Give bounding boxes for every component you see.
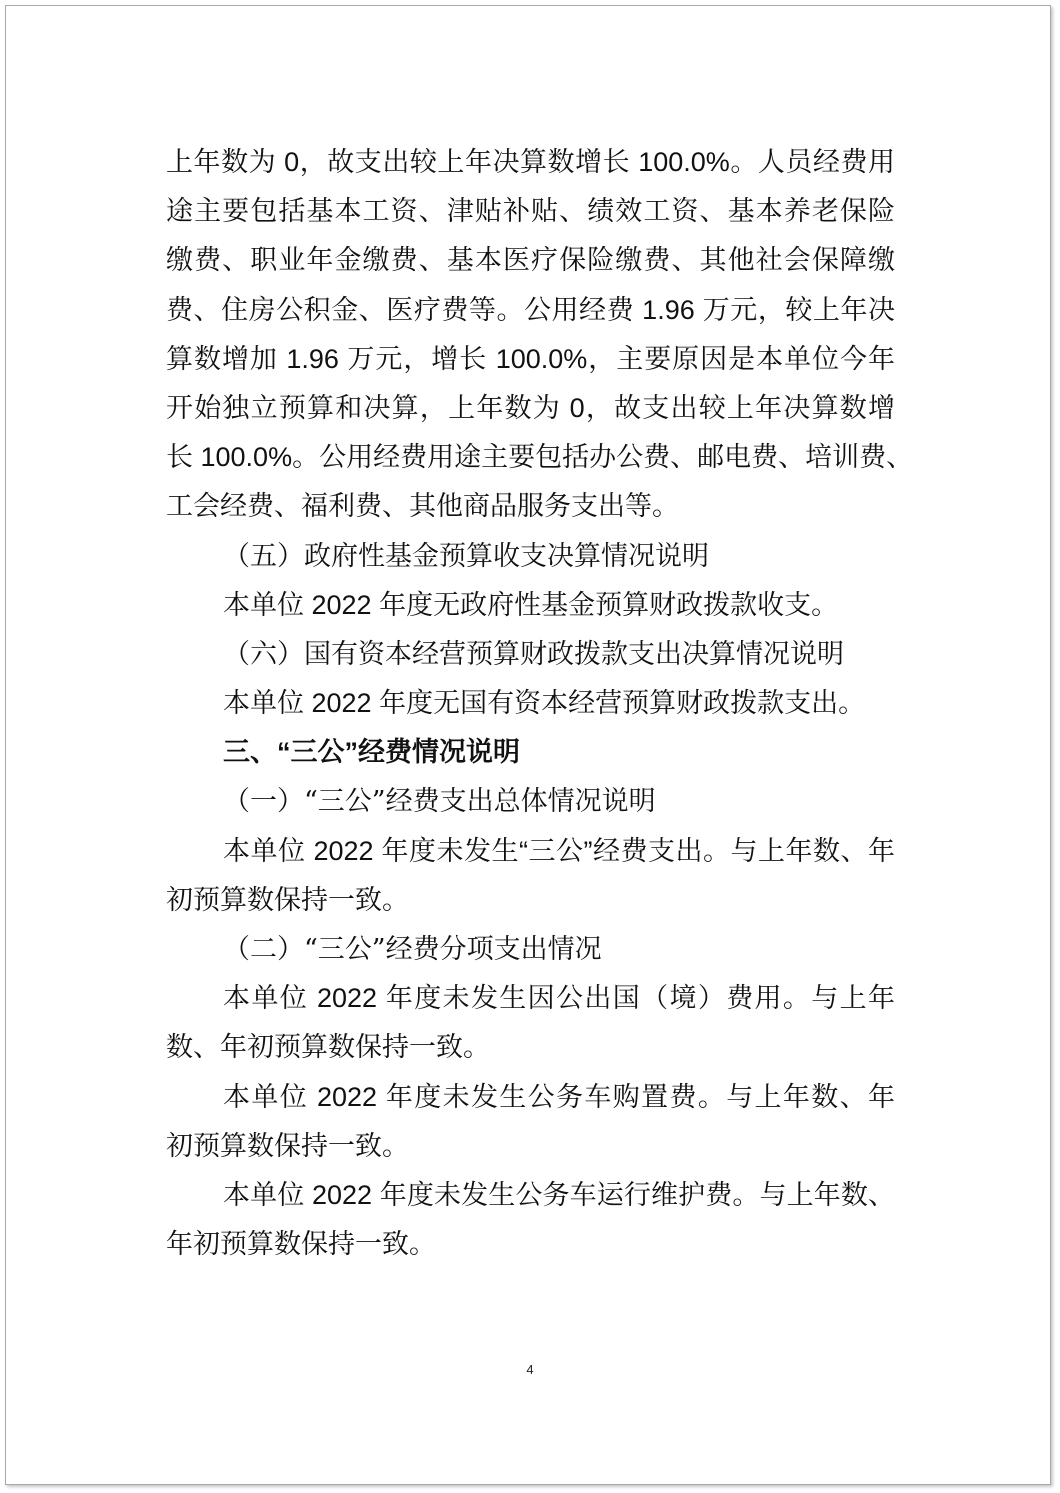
text-line: 本单位 2022 年度无国有资本经营预算财政拨款支出。 [223, 688, 866, 719]
text-line: 开始独立预算和决算，上年数为 0，故支出较上年决算数增 [166, 392, 895, 423]
paragraph-expenditure-continuation [166, 138, 914, 532]
text-line: 工会经费、福利费、其他商品服务支出等。 [166, 491, 679, 522]
section-heading: 三、“三公”经费情况说明 [223, 737, 520, 768]
text-line: 本单位 2022 年度未发生“三公”经费支出。与上年数、年 [223, 835, 895, 866]
section-three-title [166, 728, 895, 777]
paragraph-vehicle-operation [166, 1171, 895, 1269]
text-line: 本单位 2022 年度未发生公务车运行维护费。与上年数、 [223, 1179, 895, 1210]
heading-state-capital [166, 630, 895, 679]
text-line: 年初预算数保持一致。 [166, 1229, 436, 1260]
paragraph-government-fund [166, 581, 895, 630]
text-line: 缴费、职业年金缴费、基本医疗保险缴费、其他社会保障缴 [166, 245, 895, 276]
subsection-heading: （六）国有资本经营预算财政拨款支出决算情况说明 [223, 638, 844, 670]
text-line: 算数增加 1.96 万元，增长 100.0%，主要原因是本单位今年 [166, 343, 895, 374]
paragraph-vehicle-purchase [166, 1073, 895, 1171]
subsection-heading: （五）政府性基金预算收支决算情况说明 [223, 540, 709, 572]
heading-itemized [166, 925, 895, 974]
text-line: 数、年初预算数保持一致。 [166, 1032, 490, 1063]
text-line: 上年数为 0，故支出较上年决算数增长 100.0%。人员经费用 [166, 147, 895, 177]
subsection-heading: （一）“三公”经费支出总体情况说明 [223, 786, 656, 818]
page-number: 4 [526, 1362, 534, 1377]
text-line: 长 100.0%。公用经费用途主要包括办公费、邮电费、培训费、 [166, 442, 914, 473]
body-text [166, 138, 914, 1269]
text-line: 费、住房公积金、医疗费等。公用经费 1.96 万元，较上年决 [166, 294, 895, 325]
heading-government-fund [166, 532, 895, 581]
subsection-heading: （二）“三公”经费分项支出情况 [223, 934, 602, 965]
text-line: 初预算数保持一致。 [166, 884, 409, 915]
heading-overall [166, 777, 895, 826]
text-line: 本单位 2022 年度未发生公务车购置费。与上年数、年 [223, 1081, 895, 1112]
text-line: 本单位 2022 年度无政府性基金预算财政拨款收支。 [223, 589, 839, 620]
paragraph-state-capital [166, 679, 895, 728]
text-line: 途主要包括基本工资、津贴补贴、绩效工资、基本养老保险 [166, 196, 895, 227]
text-line: 初预算数保持一致。 [166, 1130, 409, 1161]
paragraph-overall [166, 827, 895, 925]
paragraph-abroad [166, 974, 895, 1072]
text-line: 本单位 2022 年度未发生因公出国（境）费用。与上年 [223, 983, 895, 1014]
